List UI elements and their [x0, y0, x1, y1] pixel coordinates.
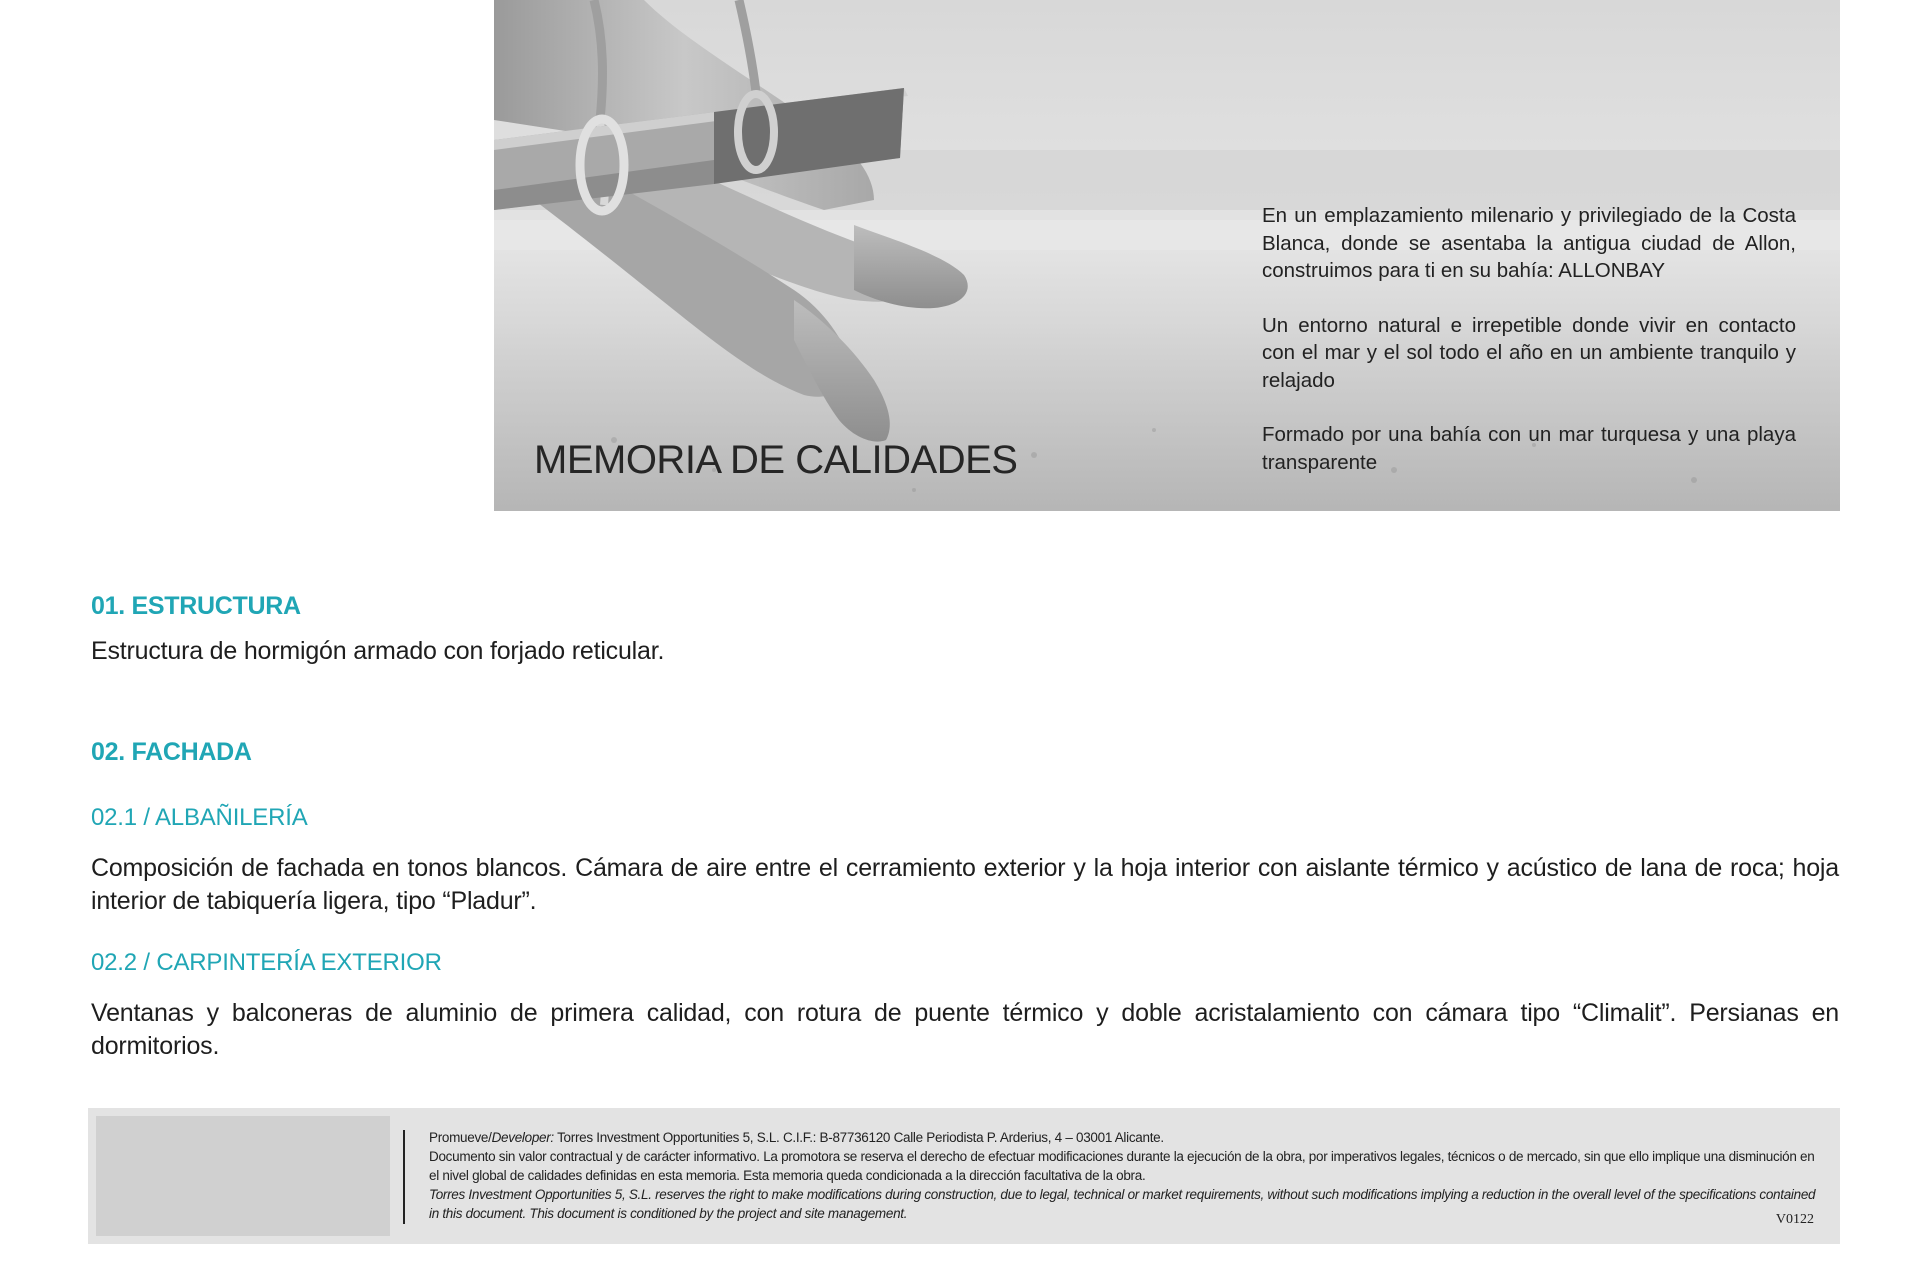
hero-paragraph: En un emplazamiento milenario y privilegiado de la Costa Blanca, donde se asentaba la antigua ciudad de Allon, construimos para ti en su bahía: ALLONBAY [1262, 204, 1796, 282]
footer-legal-text [429, 1128, 1819, 1223]
disclaimer-en: Torres Investment Opportunities 5, S.L. reserves the right to make modifications during construction, due to legal, technical or market requirements, without such modifications implying a reduction in the overall level of the specifications contained in this document. This document is conditioned by the project and site management. [429, 1187, 1816, 1221]
subsection-carpinteria [91, 949, 1839, 1063]
subsection-albanileria [91, 804, 1839, 918]
version-code: V0122 [1775, 1212, 1814, 1227]
footer-divider [403, 1130, 405, 1224]
subsection-text: Ventanas y balconeras de aluminio de primera calidad, con rotura de puente térmico y doble acristalamiento con cámara tipo “Climalit”. Persianas en dormitorios. [91, 999, 1839, 1060]
subsection-text: Composición de fachada en tonos blancos. Cámara de aire entre el cerramiento exterior y la hoja interior con aislante térmico y acústico de lana de roca; hoja interior de tabiquería ligera, tipo “Pladur”. [91, 854, 1839, 915]
hero-banner [494, 0, 1840, 511]
subsection-title: 02.2 / CARPINTERÍA EXTERIOR [91, 949, 442, 976]
hero-paragraph: Un entorno natural e irrepetible donde vivir en contacto con el mar y el sol todo el año en un ambiente tranquilo y relajado [1262, 313, 1796, 392]
section-title: 02. FACHADA [91, 738, 252, 766]
footer [88, 1108, 1840, 1244]
section-estructura [91, 592, 1839, 668]
section-fachada [91, 738, 1839, 767]
developer-logo-placeholder [96, 1116, 390, 1236]
developer-label-en: Developer: [491, 1130, 554, 1145]
developer-text: Torres Investment Opportunities 5, S.L. C.I.F.: B-87736120 Calle Periodista P. Arderius, 4 – 03001 Alicante. [553, 1130, 1164, 1145]
disclaimer-es: Documento sin valor contractual y de carácter informativo. La promotora se reserva el derecho de efectuar modificaciones durante la ejecución de la obra, por imperativos legales, técnicos o de mercado, sin que ello implique una disminución en el nivel global de calidades definidas en esta memoria. Esta memoria queda condicionada a la dirección facultativa de la obra. [429, 1149, 1815, 1183]
section-title: 01. ESTRUCTURA [91, 592, 301, 620]
hero-intro-text [1262, 202, 1796, 503]
hero-paragraph: Formado por una bahía con un mar turquesa y una playa transparente [1262, 423, 1796, 474]
developer-label: Promueve/ [429, 1130, 492, 1145]
section-text: Estructura de hormigón armado con forjado reticular. [91, 637, 665, 665]
hero-title: MEMORIA DE CALIDADES [534, 438, 1018, 482]
developer-line [429, 1128, 1819, 1147]
subsection-title: 02.1 / ALBAÑILERÍA [91, 804, 308, 831]
